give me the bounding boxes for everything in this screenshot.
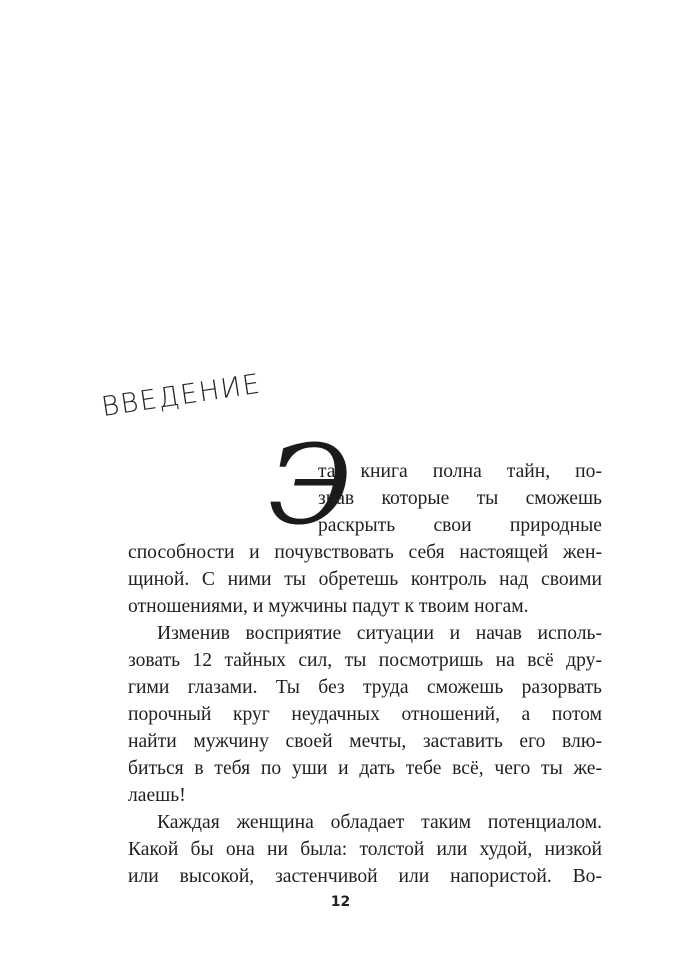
text-line: или высокой, застенчивой или напористой. Во- — [128, 866, 602, 887]
text-line: отношениями, и мужчины падут к твоим ногам. — [128, 596, 529, 617]
text-line: гими глазами. Ты без труда сможешь разорвать — [128, 677, 602, 698]
text-line: та книга полна тайн, по- — [318, 461, 602, 482]
text-line: щиной. С ними ты обретешь контроль над своими — [128, 569, 602, 590]
chapter-title: ВВЕДЕНИЕ — [99, 368, 264, 423]
text-line: порочный круг неудачных отношений, а потом — [128, 704, 602, 725]
text-line: Изменив восприятие ситуации и начав исполь- — [157, 623, 602, 644]
text-line: лаешь! — [128, 785, 186, 806]
text-line: зовать 12 тайных сил, ты посмотришь на всё дру- — [128, 650, 602, 671]
text-line: Какой бы она ни была: толстой или худой, низкой — [128, 839, 602, 860]
drop-cap-letter: Э — [268, 421, 353, 549]
page-number: 12 — [330, 894, 351, 910]
text-line: биться в тебя по уши и дать тебе всё, чего ты же- — [128, 758, 602, 779]
text-line: найти мужчину своей мечты, заставить его влю- — [128, 731, 602, 752]
text-line: Каждая женщина обладает таким потенциалом. — [157, 812, 602, 833]
text-line: знав которые ты сможешь — [318, 488, 602, 509]
text-line: раскрыть свои природные — [318, 515, 602, 536]
text-line: способности и почувствовать себя настоящей жен- — [128, 542, 602, 563]
